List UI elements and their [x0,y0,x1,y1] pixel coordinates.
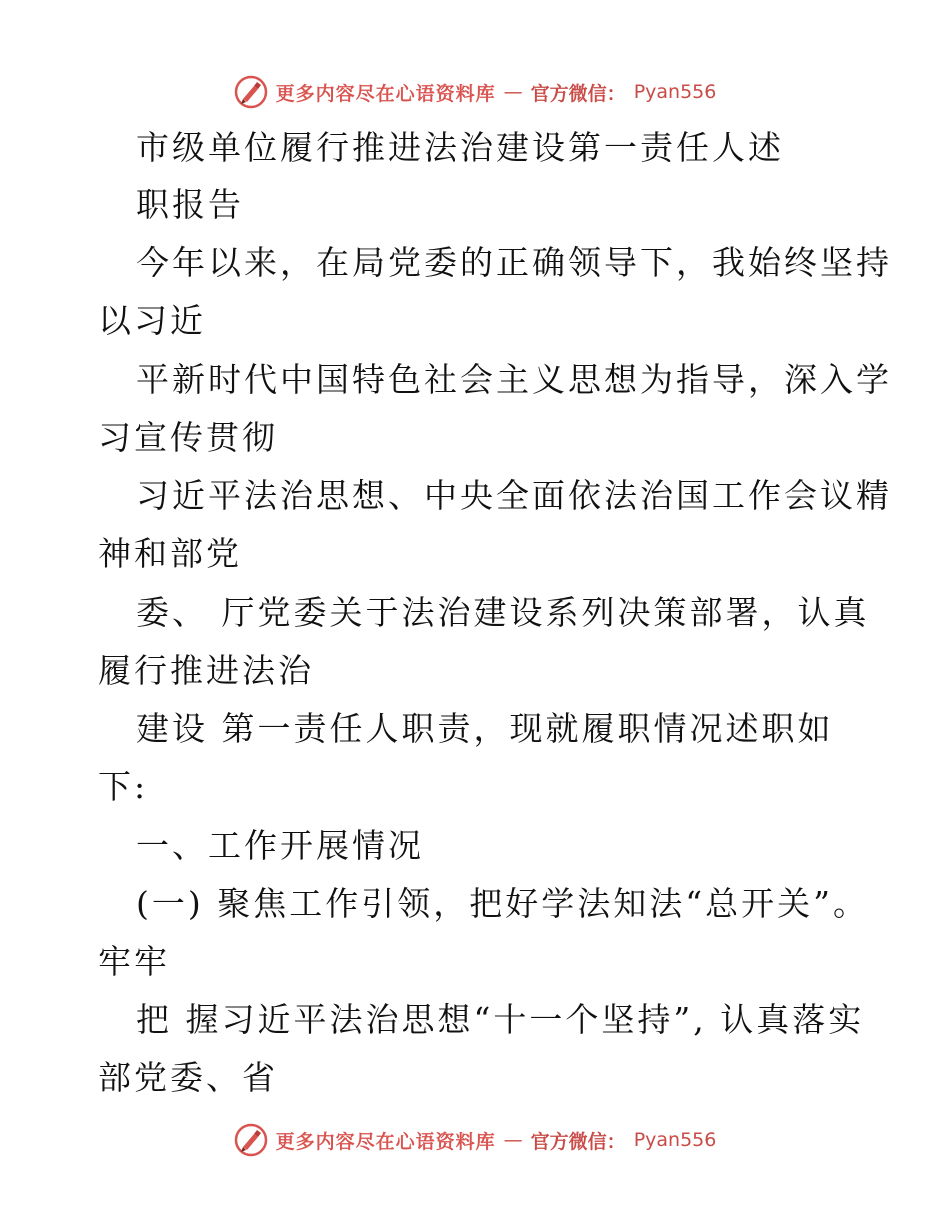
footer-watermark [0,1120,950,1160]
paragraph-line: 把 握习近平法治思想“十一个坚持”, 认真落实 [136,1000,865,1039]
paragraph-line: 履行推进法治 [98,651,314,690]
banner-dash: — [503,1129,523,1151]
paragraph-line: 习近平法治思想、中央全面依法治国工作会议精 [136,476,892,515]
subsection-heading: (一) 聚焦工作引领，把好学法知法“总开关”。 [136,884,869,923]
paragraph-line: 下: [98,767,149,806]
paragraph-line: 今年以来，在局党委的正确领导下，我始终坚持 [136,243,892,282]
pen-logo-icon [234,75,268,109]
section-heading: 一、工作开展情况 [136,826,424,865]
banner-dash: — [503,81,523,103]
paragraph-line: 习宣传贯彻 [98,418,278,457]
banner-wechat-label: 官方微信： [530,82,626,105]
paragraph-line: 建设 第一责任人职责，现就履职情况述职如 [136,709,834,748]
document-title-line-1: 市级单位履行推进法治建设第一责任人述 [136,128,784,167]
banner-brand-text: 更多内容尽在心语资料库 [275,1130,496,1153]
paragraph-line: 牢牢 [98,942,170,981]
header-watermark [0,72,950,112]
banner-wechat-label: 官方微信： [530,1130,626,1153]
banner-account: Pyan556 [633,81,717,103]
paragraph-line: 以习近 [98,301,206,340]
banner-account: Pyan556 [633,1129,717,1151]
paragraph-line: 平新时代中国特色社会主义思想为指导，深入学 [136,360,892,399]
pen-logo-icon [234,1123,268,1157]
document-title-line-2: 职报告 [136,185,244,224]
paragraph-line: 部党委、省 [98,1058,278,1097]
banner-brand-text: 更多内容尽在心语资料库 [275,82,496,105]
paragraph-line: 委、 厅党委关于法治建设系列决策部署，认真 [136,593,870,632]
paragraph-line: 神和部党 [98,534,242,573]
